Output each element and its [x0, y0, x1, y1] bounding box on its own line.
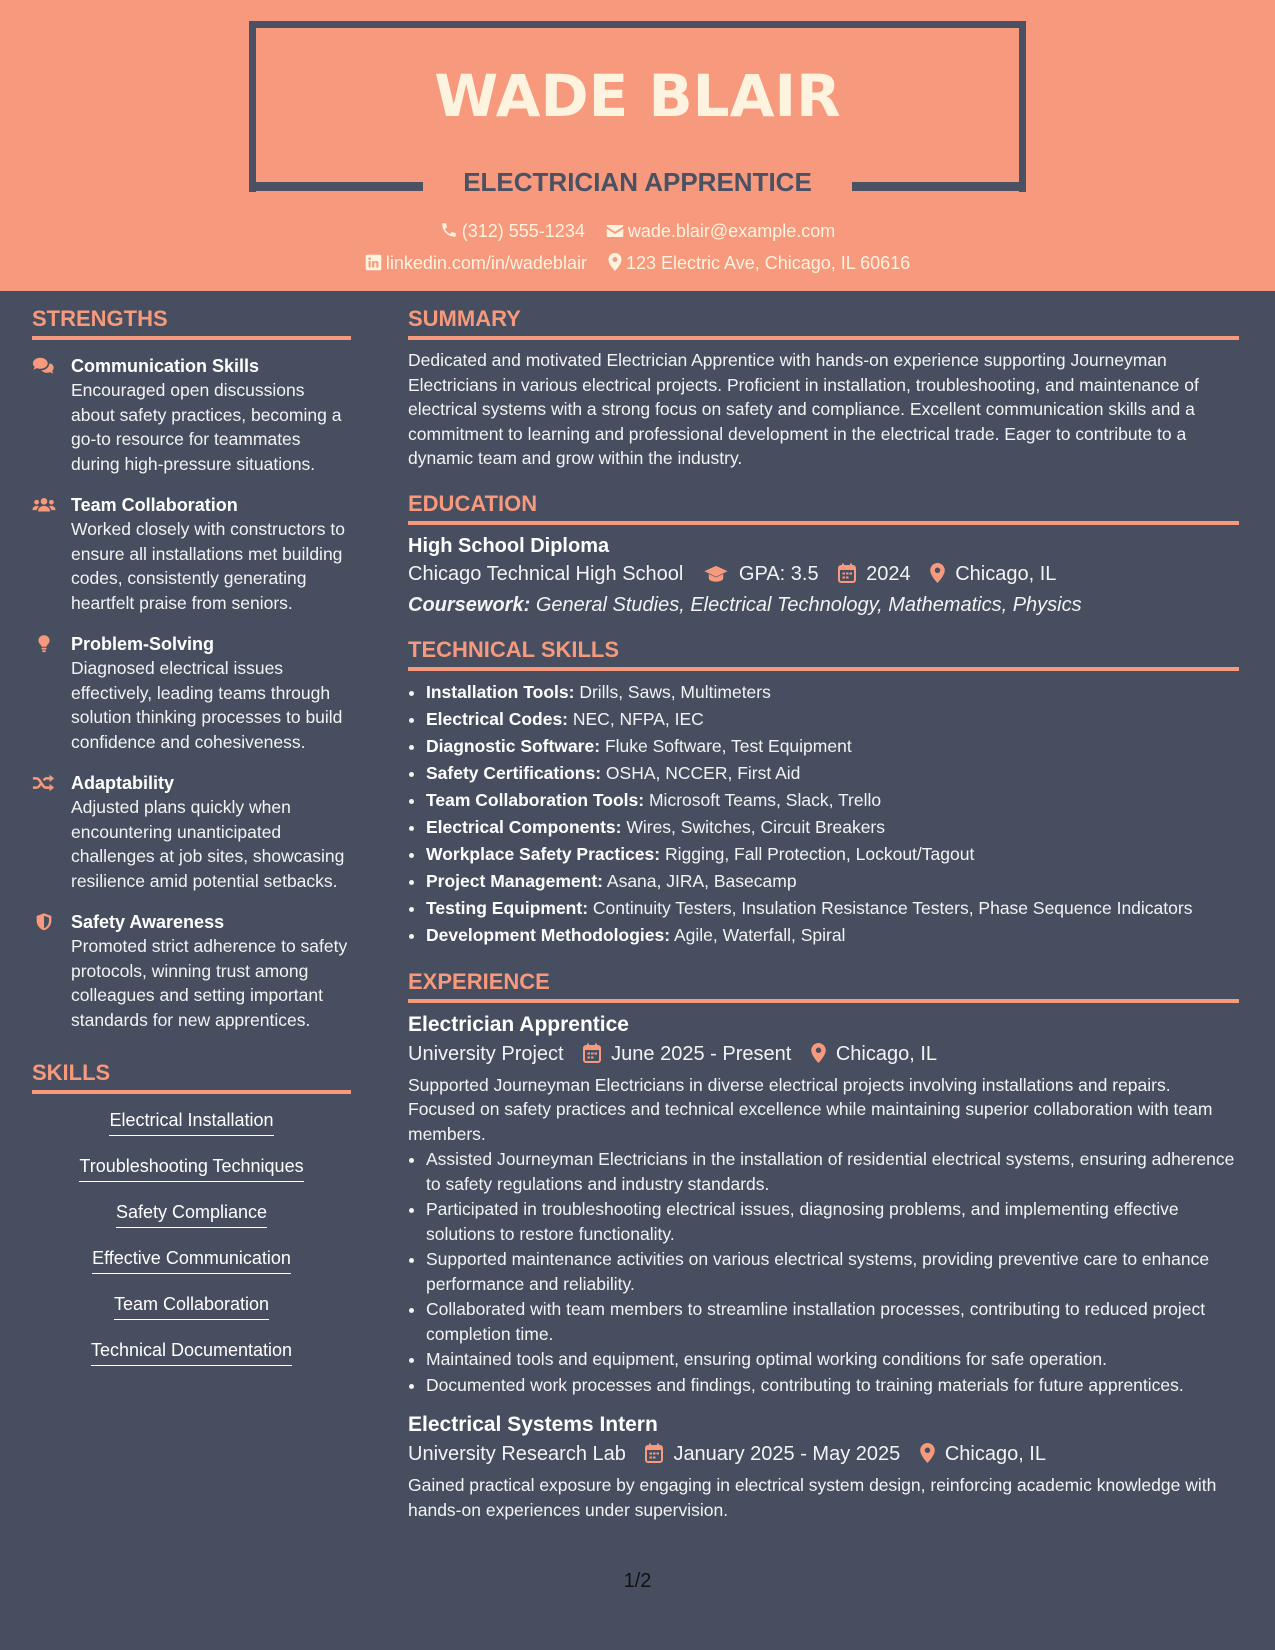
tech-label: Electrical Components:: [426, 816, 622, 837]
main-column: [408, 306, 1239, 1522]
skill-item: Effective Communication: [92, 1246, 291, 1274]
graduation-cap-icon: [703, 565, 729, 583]
tech-value: Agile, Waterfall, Spiral: [673, 924, 846, 945]
tech-label: Testing Equipment:: [426, 897, 589, 918]
calendar-icon: [838, 563, 856, 583]
skill-item: Technical Documentation: [91, 1338, 292, 1366]
skill-item: Electrical Installation: [109, 1108, 273, 1136]
tech-value: NEC, NFPA, IEC: [572, 708, 704, 729]
map-pin-icon: [920, 1443, 935, 1463]
resume-header: [0, 0, 1275, 291]
strengths-heading: STRENGTHS: [32, 306, 351, 340]
strength-item: [32, 493, 351, 615]
comments-icon: [32, 356, 56, 376]
tech-label: Project Management:: [426, 870, 603, 891]
list-item: • Collaborated with team members to streamline installation processes, contributing to reduced project completion time.: [426, 1297, 1239, 1346]
skill-item: Troubleshooting Techniques: [79, 1154, 303, 1182]
phone-text: (312) 555-1234: [461, 221, 585, 241]
email-text: wade.blair@example.com: [627, 221, 836, 241]
contact-row-1: [0, 221, 1275, 242]
edu-year-wrap: [838, 559, 911, 589]
job-title: Electrical Systems Intern: [408, 1413, 658, 1436]
sidebar: [32, 306, 351, 1384]
job-description: Supported Journeyman Electricians in diverse electrical projects involving installations and repairs. Focused on safety practices and technical excellence while maintaining superior collaboration with team members.: [408, 1074, 1213, 1144]
strength-name: Problem-Solving: [71, 634, 215, 654]
list-item: [426, 841, 1239, 868]
tech-label: Development Methodologies:: [426, 924, 671, 945]
strength-desc: Adjusted plans quickly when encountering unanticipated challenges at job sites, showcasing resilience amid potential setbacks.: [71, 797, 345, 891]
strength-name: Safety Awareness: [71, 912, 225, 932]
edu-gpa-wrap: [703, 559, 819, 589]
job-location: Chicago, IL: [835, 1042, 938, 1065]
job-meta: [408, 1439, 1239, 1469]
candidate-name: WADE BLAIR: [434, 62, 841, 130]
edu-location-wrap: [930, 559, 1056, 589]
strength-item: [32, 354, 351, 476]
edu-year: 2024: [866, 562, 911, 585]
strength-item: [32, 632, 351, 754]
map-pin-icon: [930, 563, 945, 583]
list-item: [426, 895, 1239, 922]
skill-item: Team Collaboration: [114, 1292, 269, 1320]
edu-meta: [408, 559, 1239, 589]
job-meta: [408, 1039, 1239, 1069]
strength-desc: Encouraged open discussions about safety practices, becoming a go-to resource for teammates during high-pressure situations.: [71, 380, 342, 474]
job-dates: January 2025 - May 2025: [673, 1443, 901, 1465]
strength-item: [32, 771, 351, 893]
envelope-icon: [606, 223, 624, 239]
phone-icon: [440, 221, 458, 239]
map-pin-icon: [608, 253, 622, 271]
job-description: Gained practical exposure by engaging in electrical system design, reinforcing academic knowledge with hands-on experiences under supervision.: [408, 1475, 1217, 1520]
job-title-heading: ELECTRICIAN APPRENTICE: [463, 167, 812, 197]
education-heading: EDUCATION: [408, 491, 1239, 525]
contact-phone[interactable]: [440, 221, 585, 242]
job-org: University Project: [408, 1042, 564, 1065]
calendar-icon: [645, 1443, 663, 1463]
list-item: [426, 814, 1239, 841]
job-dates-wrap: [645, 1439, 900, 1469]
shield-icon: [32, 912, 56, 932]
strength-name: Team Collaboration: [71, 495, 238, 515]
strength-desc: Promoted strict adherence to safety protocols, winning trust among colleagues and setting important standards for new apprentices.: [71, 936, 348, 1030]
strength-desc: Worked closely with constructors to ensure all installations met building codes, consistently generating heartfelt praise from seniors.: [71, 519, 345, 613]
strength-name: Communication Skills: [71, 356, 260, 376]
technical-skills-list: [408, 679, 1239, 949]
edu-location: Chicago, IL: [955, 562, 1057, 585]
tech-value: Continuity Testers, Insulation Resistance Testers, Phase Sequence Indicators: [592, 897, 1193, 918]
tech-value: Microsoft Teams, Slack, Trello: [648, 789, 882, 810]
contact-row-2: [0, 253, 1275, 274]
edu-school: Chicago Technical High School: [408, 562, 684, 585]
tech-value: Asana, JIRA, Basecamp: [606, 870, 797, 891]
coursework-text: General Studies, Electrical Technology, Mathematics, Physics: [535, 593, 1082, 616]
summary-text: Dedicated and motivated Electrician Apprentice with hands-on experience supporting Journeyman Electricians in various electrical projects. Proficient in installation, troubleshooting, and maintenance of electrical systems with a strong focus on safety and compliance. Excellent communication skills and a commitment to learning and professional development in the electrical trade. Eager to contribute to a dynamic team and grow within the industry.: [408, 350, 1199, 468]
tech-value: Wires, Switches, Circuit Breakers: [626, 816, 886, 837]
list-item: [426, 922, 1239, 949]
job-entry: [408, 1011, 1239, 1398]
skills-list: [32, 1108, 351, 1384]
job-bullets: [408, 1147, 1239, 1397]
job-location-wrap: [811, 1039, 937, 1069]
list-item: [426, 706, 1239, 733]
strength-item: [32, 910, 351, 1032]
contact-address: [608, 253, 910, 274]
coursework-label: Coursework:: [408, 593, 531, 616]
job-location: Chicago, IL: [944, 1443, 1046, 1465]
edu-degree: High School Diploma: [408, 534, 610, 557]
linkedin-text: linkedin.com/in/wadeblair: [385, 253, 587, 273]
list-item: • Assisted Journeyman Electricians in the installation of residential electrical systems, ensuring adherence to safety regulations and industry standards.: [426, 1147, 1239, 1196]
job-dates-wrap: [583, 1039, 791, 1069]
tech-label: Safety Certifications:: [426, 762, 602, 783]
list-item: • Documented work processes and findings, contributing to training materials for future apprentices.: [426, 1373, 1239, 1398]
users-icon: [32, 495, 56, 515]
job-dates: June 2025 - Present: [611, 1042, 792, 1065]
shuffle-icon: [32, 773, 56, 793]
page-number: 1/2: [623, 1570, 652, 1592]
linkedin-icon: [365, 254, 382, 271]
address-text: 123 Electric Ave, Chicago, IL 60616: [625, 253, 911, 273]
list-item: [426, 787, 1239, 814]
tech-label: Electrical Codes:: [426, 708, 568, 729]
job-entry: [408, 1411, 1239, 1522]
summary-heading: SUMMARY: [408, 306, 1239, 340]
tech-label: Workplace Safety Practices:: [426, 843, 661, 864]
contact-linkedin[interactable]: [365, 253, 587, 274]
job-title: Electrician Apprentice: [408, 1012, 629, 1036]
list-item: • Maintained tools and equipment, ensuring optimal working conditions for safe operation.: [426, 1347, 1239, 1372]
list-item: [426, 679, 1239, 706]
strength-name: Adaptability: [71, 773, 175, 793]
contact-email[interactable]: [606, 221, 835, 242]
lightbulb-icon: [32, 634, 56, 654]
tech-value: Drills, Saws, Multimeters: [579, 681, 771, 702]
experience-heading: EXPERIENCE: [408, 969, 1239, 1003]
job-location-wrap: [920, 1439, 1046, 1469]
list-item: • Supported maintenance activities on various electrical systems, providing preventive care to enhance performance and reliability.: [426, 1247, 1239, 1296]
tech-value: Fluke Software, Test Equipment: [604, 735, 852, 756]
map-pin-icon: [811, 1043, 826, 1063]
list-item: [426, 868, 1239, 895]
list-item: • Participated in troubleshooting electrical issues, diagnosing problems, and implementing effective solutions to restore functionality.: [426, 1197, 1239, 1246]
tech-label: Diagnostic Software:: [426, 735, 601, 756]
technical-skills-heading: TECHNICAL SKILLS: [408, 637, 1239, 671]
skills-heading: SKILLS: [32, 1060, 351, 1094]
tech-label: Installation Tools:: [426, 681, 575, 702]
tech-label: Team Collaboration Tools:: [426, 789, 645, 810]
list-item: [426, 760, 1239, 787]
strength-desc: Diagnosed electrical issues effectively, leading teams through solution thinking processes to build confidence and cohesiveness.: [71, 658, 343, 752]
tech-value: Rigging, Fall Protection, Lockout/Tagout: [664, 843, 975, 864]
list-item: [426, 733, 1239, 760]
job-org: University Research Lab: [408, 1443, 626, 1465]
edu-coursework: [408, 589, 1239, 621]
tech-value: OSHA, NCCER, First Aid: [605, 762, 801, 783]
calendar-icon: [583, 1043, 601, 1063]
skill-item: Safety Compliance: [116, 1200, 267, 1228]
edu-gpa: GPA: 3.5: [738, 562, 819, 585]
